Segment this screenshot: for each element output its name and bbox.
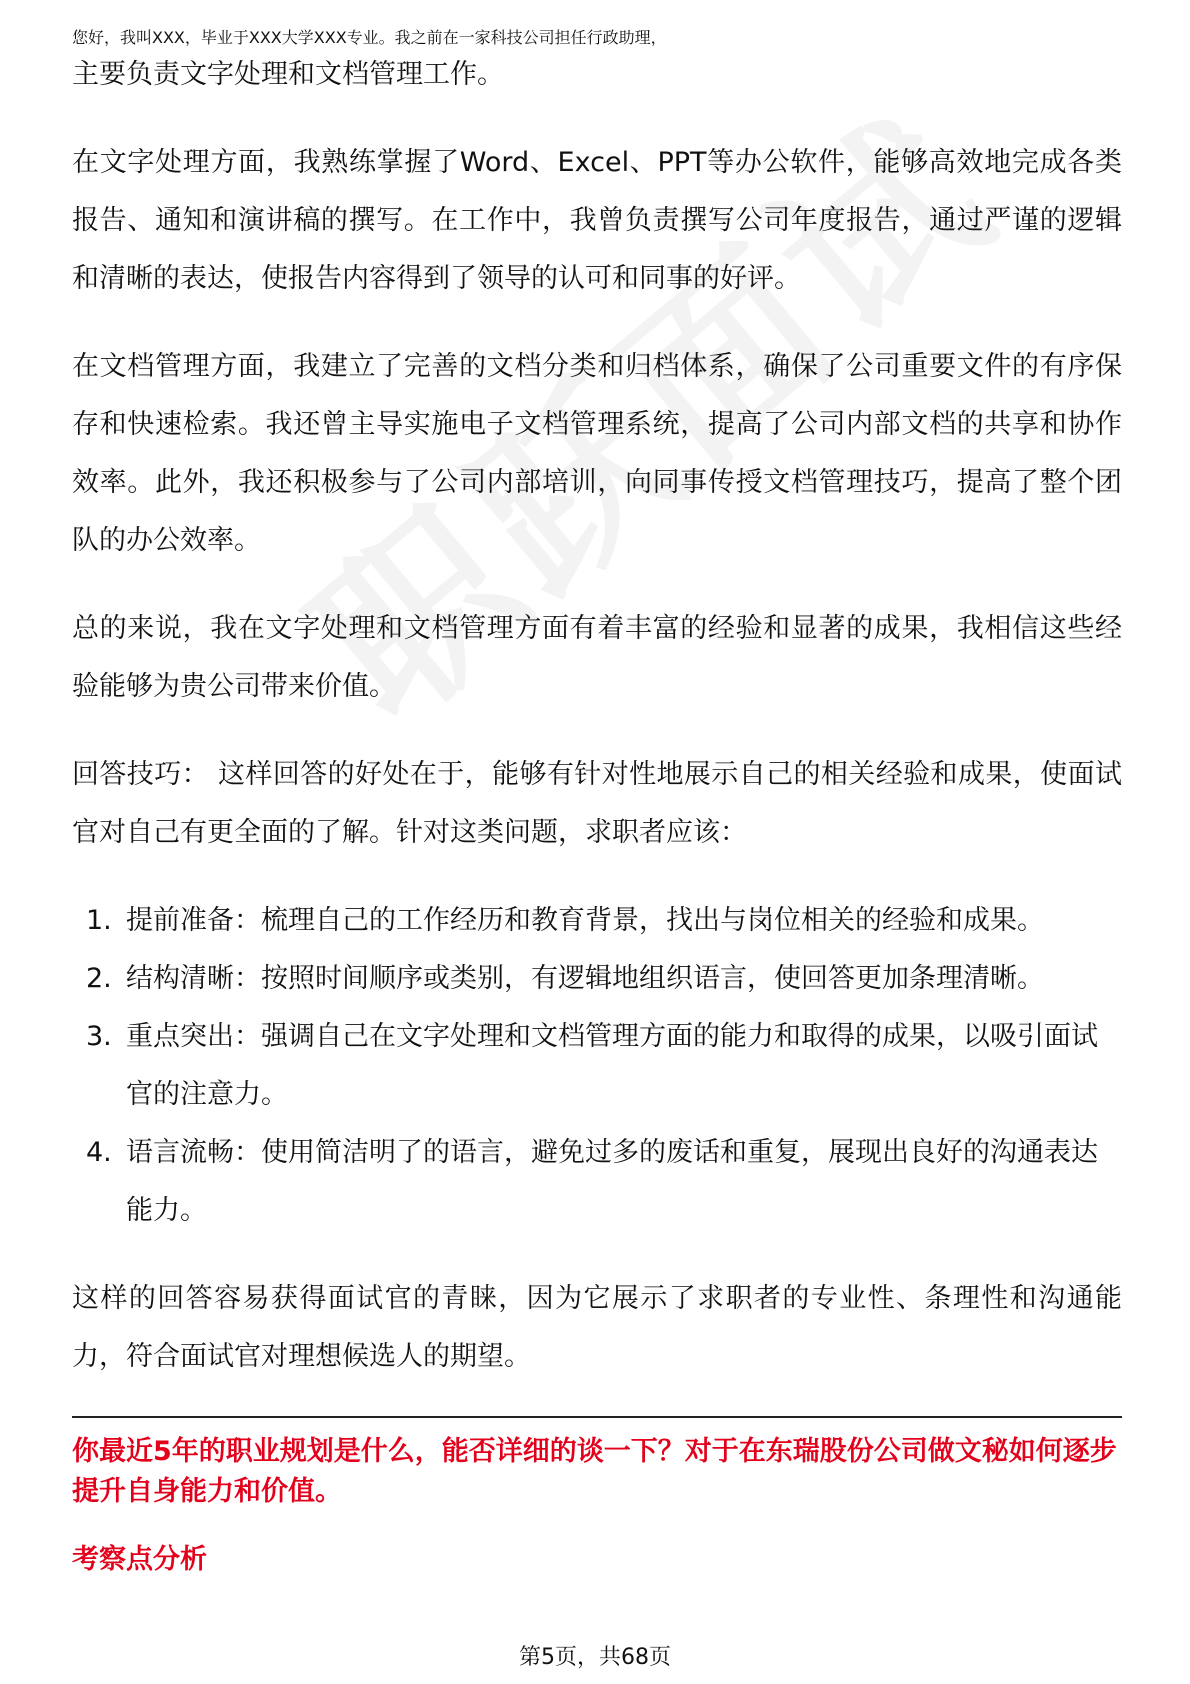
list-item	[72, 1008, 1122, 1124]
list-item-text: 结构清晰：按照时间顺序或类别，有逻辑地组织语言，使回答更加条理清晰。	[126, 963, 1044, 994]
list-item-text: 提前准备：梳理自己的工作经历和教育背景，找出与岗位相关的经验和成果。	[126, 905, 1044, 936]
paragraph-summary: 总的来说，我在文字处理和文档管理方面有着丰富的经验和显著的成果，我相信这些经验能够为贵公司带来价值。	[72, 613, 1122, 702]
section-heading: 考察点分析	[72, 1544, 207, 1575]
list-item	[72, 950, 1122, 1008]
paragraph-document-management: 在文档管理方面，我建立了完善的文档分类和归档体系，确保了公司重要文件的有序保存和快速检索。我还曾主导实施电子文档管理系统，提高了公司内部文档的共享和协作效率。此外，我还积极参与了公司内部培训，向同事传授文档管理技巧，提高了整个团队的办公效率。	[72, 351, 1122, 556]
paragraph-text-processing: 在文字处理方面，我熟练掌握了Word、Excel、PPT等办公软件，能够高效地完成各类报告、通知和演讲稿的撰写。在工作中，我曾负责撰写公司年度报告，通过严谨的逻辑和清晰的表达，使报告内容得到了领导的认可和同事的好评。	[72, 147, 1122, 294]
list-item-text: 语言流畅：使用简洁明了的语言，避免过多的废话和重复，展现出良好的沟通表达能力。	[126, 1137, 1098, 1226]
page-content	[72, 18, 1122, 1580]
list-item-number: 3.	[86, 1021, 112, 1052]
list-item	[72, 892, 1122, 950]
list-item-number: 2.	[86, 963, 112, 994]
list-item-number: 4.	[86, 1137, 112, 1168]
list-item	[72, 1124, 1122, 1240]
paragraph-intro-end: 主要负责文字处理和文档管理工作。	[72, 59, 504, 90]
interview-question: 你最近5年的职业规划是什么，能否详细的谈一下？对于在东瑞股份公司做文秘如何逐步提升自身能力和价值。	[72, 1436, 1117, 1507]
cut-off-line-text: 您好，我叫XXX，毕业于XXX大学XXX专业。我之前在一家科技公司担任行政助理，	[72, 28, 667, 46]
list-item-text: 重点突出：强调自己在文字处理和文档管理方面的能力和取得的成果，以吸引面试官的注意力。	[126, 1021, 1098, 1110]
list-item-number: 1.	[86, 905, 112, 936]
section-divider	[72, 1416, 1122, 1418]
tips-list	[72, 892, 1122, 1240]
paragraph-conclusion: 这样的回答容易获得面试官的青睐，因为它展示了求职者的专业性、条理性和沟通能力，符合面试官对理想候选人的期望。	[72, 1283, 1122, 1372]
cut-off-line	[72, 18, 1122, 46]
page-number-footer: 第5页，共68页	[519, 1645, 671, 1670]
paragraph-answer-tips: 回答技巧： 这样回答的好处在于，能够有针对性地展示自己的相关经验和成果，使面试官对自己有更全面的了解。针对这类问题，求职者应该：	[72, 759, 1122, 848]
